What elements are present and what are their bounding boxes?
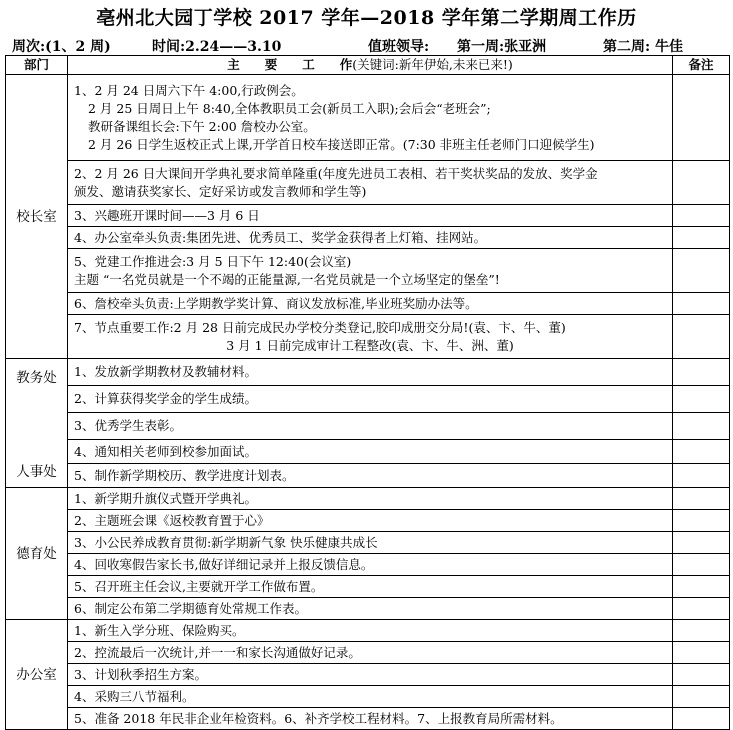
task-line: 4、通知相关老师到校参加面试。 — [74, 443, 257, 459]
task-line: 3、计划秋季招生方案。 — [74, 666, 207, 682]
task-line: 2 月 26 日学生返校正式上课,开学首日校车接送即正常。(7:30 非班主任老师门口迎候学生) — [88, 136, 595, 152]
note-cell — [673, 249, 730, 293]
dept-moral: 德育处 — [6, 488, 68, 620]
dept-personnel-label: 人事处 — [16, 464, 57, 480]
task-line: 1、新学期升旗仪式暨开学典礼。 — [74, 490, 257, 506]
schedule-meta — [12, 36, 727, 56]
note-cell — [673, 227, 730, 249]
note-cell — [673, 532, 730, 554]
task-line: 1、新生入学分班、保险购买。 — [74, 622, 245, 638]
note-cell — [673, 620, 730, 642]
table-row — [6, 359, 730, 386]
table-row — [6, 510, 730, 532]
task-cell — [68, 293, 673, 315]
header-dept: 部门 — [6, 56, 68, 75]
task-line: 2、2 月 26 日大课间开学典礼要求简单隆重(年度先进员工表相、若干奖状奖品的发放、奖学金 — [74, 165, 598, 181]
task-line: 主题 “一名党员就是一个不竭的正能量源,一名党员就是一个立场坚定的堡垒”! — [74, 271, 500, 287]
task-line: 1、发放新学期教材及教辅材料。 — [74, 364, 257, 379]
task-line: 5、党建工作推进会:3 月 5 日下午 12:40(会议室) — [74, 253, 352, 269]
task-cell — [68, 708, 673, 730]
note-cell — [673, 75, 730, 161]
header-note: 备注 — [673, 56, 730, 75]
week2-leader: 第二周: 牛佳 — [603, 39, 684, 55]
note-cell — [673, 686, 730, 708]
task-line: 3 月 1 日前完成审计工程整改(袁、卞、牛、洲、董) — [226, 337, 514, 353]
task-line: 4、回收寒假告家长书,做好详细记录并上报反馈信息。 — [74, 556, 374, 572]
dept-principal: 校长室 — [6, 75, 68, 359]
table-row — [6, 413, 730, 440]
table-row — [6, 708, 730, 730]
task-cell — [68, 664, 673, 686]
note-cell — [673, 315, 730, 359]
table-row — [6, 686, 730, 708]
note-cell — [673, 598, 730, 620]
table-row — [6, 532, 730, 554]
week-range: 周次:(1、2 周) — [12, 39, 111, 55]
task-cell — [68, 554, 673, 576]
task-line: 7、节点重要工作:2 月 28 日前完成民办学校分类登记,胶印成册交分局!(袁、卞、牛、董) — [74, 319, 566, 335]
note-cell — [673, 576, 730, 598]
note-cell — [673, 440, 730, 464]
task-line: 教研备课组长会:下午 2:00 詹校办公室。 — [88, 118, 316, 134]
table-row — [6, 227, 730, 249]
note-cell — [673, 386, 730, 413]
dept-academic-label: 教务处 — [16, 370, 57, 386]
note-cell — [673, 664, 730, 686]
task-cell — [68, 413, 673, 440]
table-row — [6, 464, 730, 488]
task-cell — [68, 386, 673, 413]
table-row — [6, 620, 730, 642]
task-cell — [68, 205, 673, 227]
task-line: 2、主题班会课《返校教育置于心》 — [74, 512, 270, 528]
task-line: 5、召开班主任会议,主要就开学工作做布置。 — [74, 578, 324, 594]
note-cell — [673, 413, 730, 440]
task-line: 4、采购三八节福利。 — [74, 688, 195, 704]
task-cell — [68, 440, 673, 464]
dept-office: 办公室 — [6, 620, 68, 730]
note-cell — [673, 510, 730, 532]
table-row — [6, 642, 730, 664]
header-main — [68, 56, 673, 75]
task-line: 3、优秀学生表彰。 — [74, 418, 182, 433]
task-cell — [68, 598, 673, 620]
table-row — [6, 161, 730, 205]
task-cell — [68, 75, 673, 161]
table-row — [6, 315, 730, 359]
task-cell — [68, 532, 673, 554]
task-cell — [68, 620, 673, 642]
page-title: 亳州北大园丁学校 2017 学年—2018 学年第二学期周工作历 — [96, 7, 637, 29]
task-cell — [68, 510, 673, 532]
dept-academic — [6, 359, 68, 488]
task-line: 2、控流最后一次统计,并一一和家长沟通做好记录。 — [74, 644, 361, 660]
task-line: 3、兴趣班开课时间——3 月 6 日 — [74, 207, 260, 223]
table-row — [6, 440, 730, 464]
task-cell — [68, 227, 673, 249]
task-cell — [68, 161, 673, 205]
table-row — [6, 205, 730, 227]
task-line: 2 月 25 日周日上午 8:40,全体教职员工会(新员工入职);会后会“老班会”; — [88, 100, 491, 116]
table-row — [6, 488, 730, 510]
note-cell — [673, 161, 730, 205]
table-row — [6, 576, 730, 598]
task-line: 6、制定公布第二学期德育处常规工作表。 — [74, 600, 307, 616]
table-row — [6, 598, 730, 620]
week1-leader: 第一周:张亚洲 — [457, 39, 547, 55]
task-cell — [68, 686, 673, 708]
table-row — [6, 293, 730, 315]
task-cell — [68, 464, 673, 488]
header-main-label: 主 要 工 作 — [227, 57, 353, 72]
task-cell — [68, 249, 673, 293]
task-line: 颁发、邀请获奖家长、定好采访或发言教师和学生等) — [74, 183, 367, 199]
note-cell — [673, 642, 730, 664]
note-cell — [673, 554, 730, 576]
task-line: 2、计算获得奖学金的学生成绩。 — [74, 391, 257, 406]
header-row — [6, 56, 730, 75]
task-line: 4、办公室牵头负责:集团先进、优秀员工、奖学金获得者上灯箱、挂网站。 — [74, 229, 487, 245]
task-cell — [68, 315, 673, 359]
work-schedule-table — [5, 55, 730, 730]
note-cell — [673, 359, 730, 386]
task-cell — [68, 488, 673, 510]
task-line: 3、小公民养成教育贯彻:新学期新气象 快乐健康共成长 — [74, 534, 378, 550]
header-keyword: (关键词:新年伊始,未来已来!) — [352, 57, 513, 72]
table-row — [6, 386, 730, 413]
note-cell — [673, 205, 730, 227]
task-line: 5、准备 2018 年民非企业年检资料。6、补齐学校工程材料。7、上报教育局所需材料。 — [74, 710, 563, 726]
date-range: 时间:2.24——3.10 — [152, 39, 282, 55]
task-line: 5、制作新学期校历、教学进度计划表。 — [74, 467, 295, 483]
table-row — [6, 554, 730, 576]
table-row — [6, 249, 730, 293]
note-cell — [673, 293, 730, 315]
note-cell — [673, 708, 730, 730]
task-cell — [68, 576, 673, 598]
duty-leader-label: 值班领导: — [368, 39, 430, 55]
note-cell — [673, 488, 730, 510]
table-row — [6, 75, 730, 161]
task-line: 1、2 月 24 日周六下午 4:00,行政例会。 — [74, 82, 304, 98]
task-cell — [68, 359, 673, 386]
task-line: 6、詹校牵头负责:上学期教学奖计算、商议发放标准,毕业班奖励办法等。 — [74, 295, 478, 311]
note-cell — [673, 464, 730, 488]
table-row — [6, 664, 730, 686]
task-cell — [68, 642, 673, 664]
